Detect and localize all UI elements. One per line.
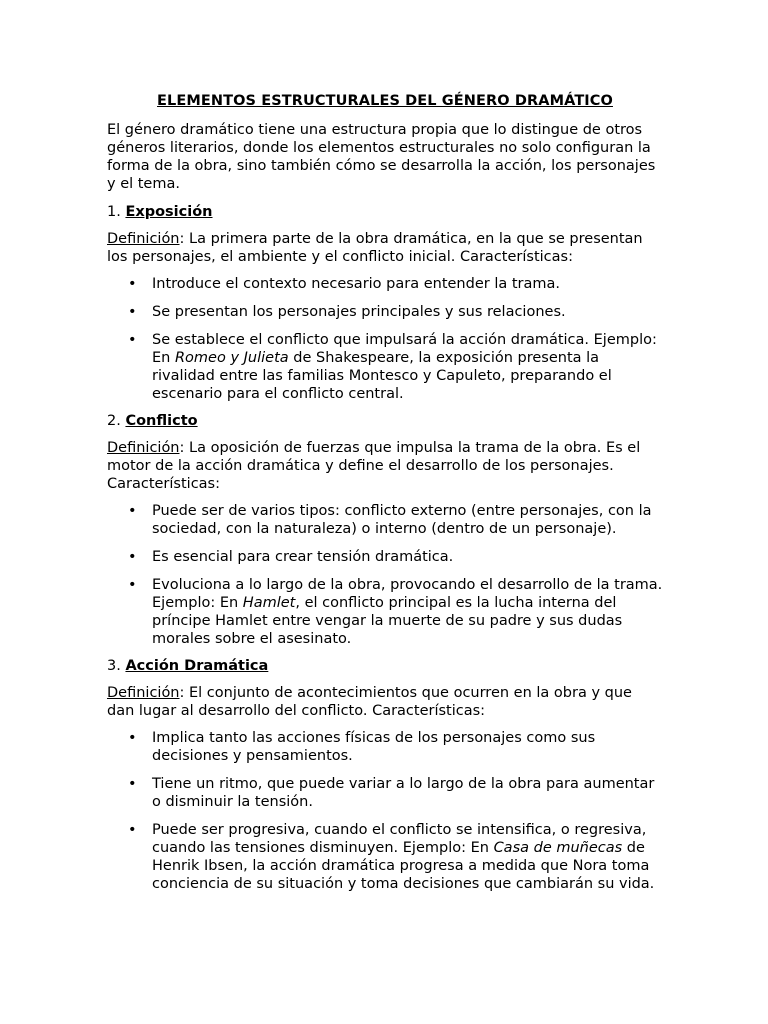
work-title: Hamlet (242, 595, 296, 611)
item-text-continued: , el conflicto principal es la lucha interna del príncipe Hamlet entre vengar la muerte de su padre y sus dudas morales sobre el asesinato. (152, 595, 623, 647)
bullet-icon: • (128, 549, 137, 565)
bullet-icon: • (128, 730, 137, 746)
item-text: Evoluciona a lo largo de la obra, provocando el desarrollo de la trama. Ejemplo: En (152, 577, 663, 611)
section-exposicion (107, 203, 663, 403)
section-number: 1. (107, 204, 121, 220)
section-definition (107, 230, 663, 266)
work-title: Romeo y Julieta (174, 350, 289, 366)
item-text: Implica tanto las acciones físicas de los personajes como sus decisiones y pensamientos. (152, 730, 596, 764)
section-heading (107, 412, 663, 430)
intro-paragraph: El género dramático tiene una estructura propia que lo distingue de otros géneros literarios, donde los elementos estructurales no solo configuran la forma de la obra, sino también cómo se desarrolla la acción, los personajes y el tema. (107, 122, 656, 192)
section-definition (107, 684, 663, 720)
section-accion-dramatica (107, 657, 663, 893)
list-item (107, 303, 663, 321)
section-conflicto (107, 412, 663, 648)
item-text: Puede ser de varios tipos: conflicto externo (entre personajes, con la sociedad, con la naturaleza) o interno (dentro de un personaje). (152, 503, 652, 537)
item-text: Introduce el contexto necesario para entender la trama. (152, 276, 560, 292)
item-text: Es esencial para crear tensión dramática. (152, 549, 454, 565)
list-item (107, 576, 663, 648)
section-heading (107, 203, 663, 221)
section-heading (107, 657, 663, 675)
list-item (107, 331, 663, 403)
bullet-icon: • (128, 776, 137, 792)
bullet-icon: • (128, 276, 137, 292)
item-text: Se establece el conflicto que impulsará la acción dramática. Ejemplo: En (152, 332, 657, 366)
list-item (107, 729, 663, 765)
definition-text: : La oposición de fuerzas que impulsa la trama de la obra. Es el motor de la acción dramática y define el desarrollo de los personajes. Características: (107, 440, 641, 492)
section-number: 2. (107, 413, 121, 429)
section-name: Acción Dramática (125, 658, 269, 674)
section-definition (107, 439, 663, 493)
list-item (107, 502, 663, 538)
section-name: Exposición (125, 204, 213, 220)
document-title: ELEMENTOS ESTRUCTURALES DEL GÉNERO DRAMÁTICO (157, 93, 613, 109)
section-number: 3. (107, 658, 121, 674)
characteristics-list (107, 729, 663, 893)
bullet-icon: • (128, 503, 137, 519)
bullet-icon: • (128, 332, 137, 348)
item-text-continued: de Shakespeare, la exposición presenta la rivalidad entre las familias Montesco y Capuleto, preparando el escenario para el conflicto central. (152, 350, 612, 402)
work-title: Casa de muñecas (493, 840, 623, 856)
characteristics-list (107, 502, 663, 648)
item-text: Se presentan los personajes principales y sus relaciones. (152, 304, 566, 320)
section-name: Conflicto (125, 413, 198, 429)
definition-label: Definición (107, 440, 180, 456)
bullet-icon: • (128, 822, 137, 838)
item-text: Tiene un ritmo, que puede variar a lo largo de la obra para aumentar o disminuir la tensión. (152, 776, 655, 810)
definition-label: Definición (107, 685, 180, 701)
list-item (107, 775, 663, 811)
definition-text: : El conjunto de acontecimientos que ocurren en la obra y que dan lugar al desarrollo del conflicto. Características: (107, 685, 632, 719)
item-text-continued: de Henrik Ibsen, la acción dramática progresa a medida que Nora toma conciencia de su situación y toma decisiones que cambiarán su vida. (152, 840, 655, 892)
document-body (107, 92, 663, 902)
list-item (107, 821, 663, 893)
bullet-icon: • (128, 577, 137, 593)
list-item (107, 548, 663, 566)
characteristics-list (107, 275, 663, 403)
bullet-icon: • (128, 304, 137, 320)
definition-label: Definición (107, 231, 180, 247)
item-text: Puede ser progresiva, cuando el conflicto se intensifica, o regresiva, cuando las tensiones disminuyen. Ejemplo: En (152, 822, 647, 856)
definition-text: : La primera parte de la obra dramática, en la que se presentan los personajes, el ambiente y el conflicto inicial. Características: (107, 231, 643, 265)
list-item (107, 275, 663, 293)
